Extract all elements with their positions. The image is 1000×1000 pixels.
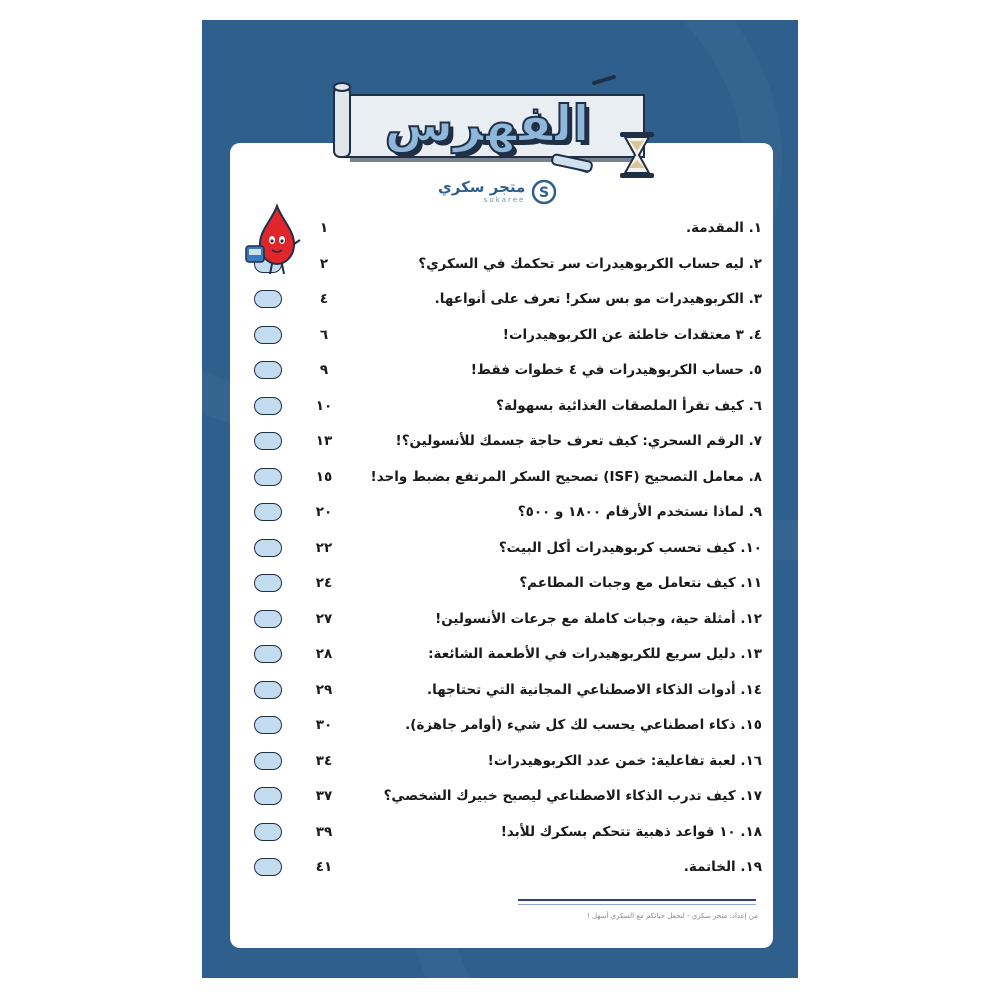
- brand-logo: [438, 172, 558, 212]
- toc-row-title: ٩. لماذا نستخدم الأرقام ١٨٠٠ و ٥٠٠؟: [517, 504, 762, 520]
- toc-row[interactable]: [252, 215, 772, 241]
- toc-row-title: ١٦. لعبة تفاعلية: خمن عدد الكربوهيدرات!: [487, 753, 762, 769]
- page-marker-pill: [254, 539, 282, 557]
- toc-row-title: ١١. كيف نتعامل مع وجبات المطاعم؟: [519, 575, 762, 591]
- toc-row-title: ١٣. دليل سريع للكربوهيدرات في الأطعمة الشائعة:: [428, 646, 762, 662]
- toc-row[interactable]: [252, 464, 772, 490]
- toc-row-title: ٨. معامل التصحيح (ISF) تصحيح السكر المرتفع بضبط واحد!: [370, 469, 762, 485]
- page-marker-pill: [254, 361, 282, 379]
- toc-row-page: ٢٩: [315, 682, 333, 698]
- toc-row[interactable]: [252, 641, 772, 667]
- page-marker-pill: [254, 823, 282, 841]
- hourglass-icon: [617, 130, 657, 180]
- logo-arabic-name: متجر سكري: [438, 178, 526, 196]
- toc-row-title: ٥. حساب الكربوهيدرات في ٤ خطوات فقط!: [470, 362, 762, 378]
- page-marker-pill: [254, 503, 282, 521]
- toc-row[interactable]: [252, 357, 772, 383]
- toc-row-title: ١٩. الخاتمة.: [683, 859, 762, 875]
- toc-row[interactable]: [252, 819, 772, 845]
- logo-text: [438, 179, 525, 205]
- blood-drop-mascot-icon: [242, 200, 302, 280]
- toc-row-title: ٣. الكربوهيدرات مو بس سكر! تعرف على أنواعها.: [434, 291, 762, 307]
- toc-row-title: ٦. كيف تقرأ الملصقات الغذائية بسهولة؟: [496, 398, 762, 414]
- toc-row[interactable]: [252, 322, 772, 348]
- toc-row-page: ٢٤: [315, 575, 333, 591]
- page-marker-pill: [254, 326, 282, 344]
- toc-row-page: ١: [319, 220, 329, 236]
- toc-row-page: ٣٤: [315, 753, 333, 769]
- toc-row-title: ٧. الرقم السحري: كيف تعرف حاجة جسمك للأنسولين؟!: [395, 433, 762, 449]
- footer-credit: من إعداد: متجر سكري - لنجعل حياتكم مع السكري أسهل !: [586, 912, 758, 920]
- toc-row-page: ٦: [319, 327, 329, 343]
- toc-row-title: ٢. ليه حساب الكربوهيدرات سر تحكمك في السكري؟: [418, 256, 762, 272]
- page-marker-pill: [254, 716, 282, 734]
- toc-row-page: ٢٠: [315, 504, 333, 520]
- page-marker-pill: [254, 681, 282, 699]
- toc-row-title: ١٢. أمثلة حية، وجبات كاملة مع جرعات الأنسولين!: [435, 611, 762, 627]
- title-banner: [332, 75, 662, 180]
- page-marker-pill: [254, 610, 282, 628]
- toc-row-title: ١٧. كيف تدرب الذكاء الاصطناعي ليصبح خبيرك الشخصي؟: [383, 788, 762, 804]
- toc-row[interactable]: [252, 712, 772, 738]
- logo-english-name: sukaree: [483, 196, 526, 204]
- toc-row-page: ٤١: [315, 859, 333, 875]
- toc-row-title: ١٤. أدوات الذكاء الاصطناعي المجانية التي تحتاجها.: [427, 682, 762, 698]
- toc-row[interactable]: [252, 677, 772, 703]
- toc-row[interactable]: [252, 570, 772, 596]
- toc-row-page: ٩: [319, 362, 329, 378]
- toc-row[interactable]: [252, 393, 772, 419]
- toc-row-page: ١٣: [315, 433, 333, 449]
- toc-row-page: ٢٧: [315, 611, 333, 627]
- toc-row[interactable]: [252, 783, 772, 809]
- toc-row[interactable]: [252, 286, 772, 312]
- toc-row[interactable]: [252, 251, 772, 277]
- toc-row[interactable]: [252, 748, 772, 774]
- toc-row[interactable]: [252, 606, 772, 632]
- footer-divider: [518, 904, 756, 905]
- toc-row-page: ٢٨: [315, 646, 333, 662]
- logo-mark-letter: S: [539, 185, 550, 201]
- toc-row-page: ١٥: [315, 469, 333, 485]
- toc-row-page: ١٠: [315, 398, 333, 414]
- page-marker-pill: [254, 787, 282, 805]
- toc-row-title: ٤. ٣ معتقدات خاطئة عن الكربوهيدرات!: [502, 327, 762, 343]
- toc-row-title: ١٥. ذكاء اصطناعي يحسب لك كل شيء (أوامر جاهزة).: [405, 717, 762, 733]
- toc-row-page: ٢٢: [315, 540, 333, 556]
- page-marker-pill: [254, 645, 282, 663]
- footer-divider: [518, 899, 756, 901]
- page-marker-pill: [254, 397, 282, 415]
- page-marker-pill: [254, 574, 282, 592]
- toc-row-page: ٣٠: [315, 717, 333, 733]
- page-marker-pill: [254, 858, 282, 876]
- page-marker-pill: [254, 432, 282, 450]
- toc-row-page: ٣٧: [315, 788, 333, 804]
- toc-row-title: ١. المقدمة.: [685, 220, 762, 236]
- toc-row-title: ١٨. ١٠ قواعد ذهبية تتحكم بسكرك للأبد!: [500, 824, 762, 840]
- toc-row-page: ٤: [319, 291, 329, 307]
- logo-mark-icon: [531, 179, 557, 205]
- toc-row-page: ٣٩: [315, 824, 333, 840]
- page-marker-pill: [254, 752, 282, 770]
- toc-row-page: ٢: [319, 256, 329, 272]
- toc-row[interactable]: [252, 428, 772, 454]
- toc-row[interactable]: [252, 535, 772, 561]
- toc-row[interactable]: [252, 499, 772, 525]
- page-marker-pill: [254, 468, 282, 486]
- poster-background: [202, 20, 798, 978]
- toc-row-title: ١٠. كيف تحسب كربوهيدرات أكل البيت؟: [498, 540, 762, 556]
- page-title: الفهرس: [384, 95, 590, 153]
- page-marker-pill: [254, 290, 282, 308]
- toc-row[interactable]: [252, 854, 772, 880]
